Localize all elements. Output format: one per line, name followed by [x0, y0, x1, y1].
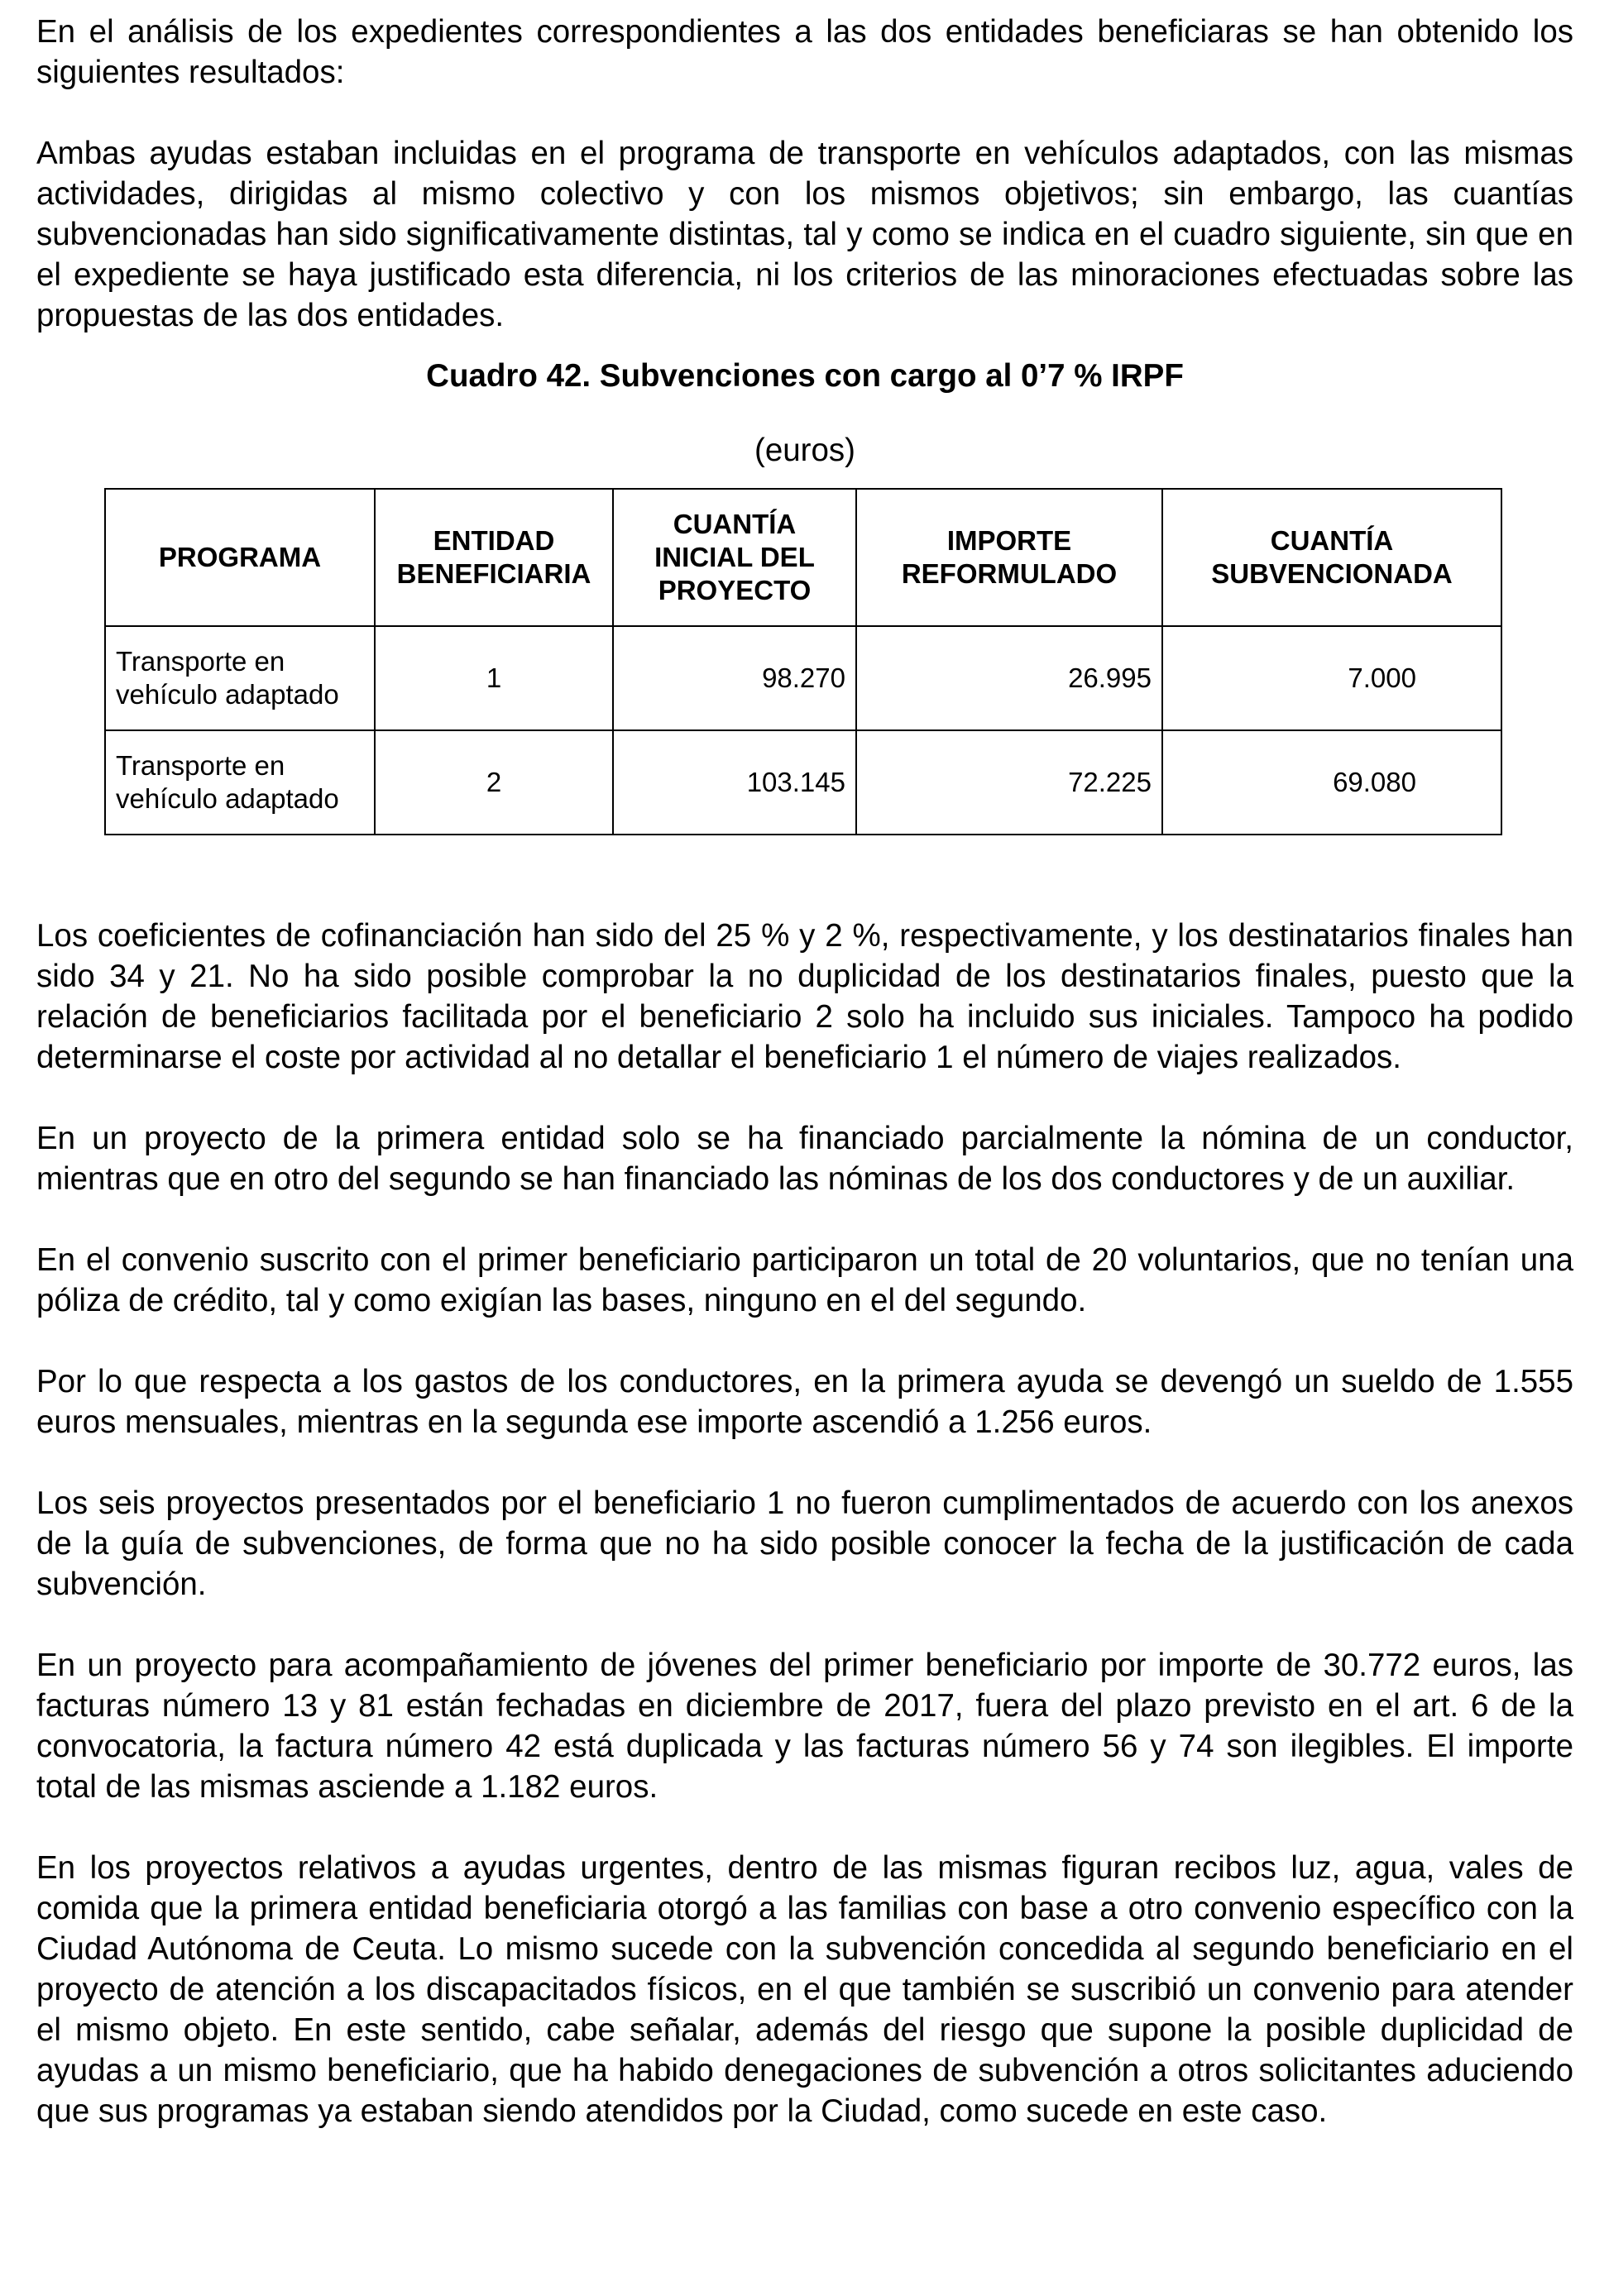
header-programa: PROGRAMA — [105, 489, 375, 626]
paragraph-coeficientes: Los coeficientes de cofinanciación han sido del 25 % y 2 %, respectivamente, y los destinatarios finales han sido 34 y 21. No ha sido posible comprobar la no duplicidad de los destinatarios finales, puesto que la relación de beneficiarios facilitada por el beneficiario 2 solo ha incluido sus iniciales. Tampoco ha podido determinarse el coste por actividad al no detallar el beneficiario 1 el número de viajes realizados. — [36, 918, 1573, 1075]
paragraph-ayudas-urgentes: En los proyectos relativos a ayudas urgentes, dentro de las mismas figuran recibos luz, agua, vales de comida que la primera entidad beneficiaria otorgó a las familias con base a otro convenio específico con la Ciudad Autónoma de Ceuta. Lo mismo sucede con la subvención concedida al segundo beneficiario en el proyecto de atención a los discapacitados físicos, en el que también se suscribió un convenio para atender el mismo objeto. En este sentido, cabe señalar, además del riesgo que supone la posible duplicidad de ayudas a un mismo beneficiario, que ha habido denegaciones de subvención a otros solicitantes aduciendo que sus programas ya estaban siendo atendidos por la Ciudad, como sucede en este caso. — [36, 1850, 1573, 2129]
cell-importe-reformulado: 26.995 — [856, 626, 1162, 730]
document-page — [36, 12, 1573, 2131]
cell-programa: Transporte en vehículo adaptado — [105, 626, 375, 730]
paragraph-voluntarios: En el convenio suscrito con el primer beneficiario participaron un total de 20 voluntarios, que no tenían una póliza de crédito, tal y como exigían las bases, ninguno en el del segundo. — [36, 1242, 1573, 1318]
table-header-row — [105, 489, 1501, 626]
paragraph-proyectos-anexos: Los seis proyectos presentados por el beneficiario 1 no fueron cumplimentados de acuerdo con los anexos de la guía de subvenciones, de forma que no ha sido posible conocer la fecha de la justificación de cada subvención. — [36, 1485, 1573, 1602]
cell-importe-reformulado: 72.225 — [856, 730, 1162, 835]
header-cuantia-inicial: CUANTÍA INICIAL DEL PROYECTO — [613, 489, 856, 626]
cell-entidad: 1 — [375, 626, 613, 730]
cell-cuantia-inicial: 98.270 — [613, 626, 856, 730]
table-caption: Cuadro 42. Subvenciones con cargo al 0’7 % IRPF — [426, 358, 1184, 394]
cell-programa: Transporte en vehículo adaptado — [105, 730, 375, 835]
cell-cuantia-inicial: 103.145 — [613, 730, 856, 835]
cell-entidad: 2 — [375, 730, 613, 835]
table-row — [105, 626, 1501, 730]
paragraph-nominas: En un proyecto de la primera entidad solo se ha financiado parcialmente la nómina de un conductor, mientras que en otro del segundo se han financiado las nóminas de los dos conductores y de un auxiliar. — [36, 1121, 1573, 1197]
subvenciones-table — [104, 488, 1502, 835]
table-row — [105, 730, 1501, 835]
header-importe-reformulado: IMPORTE REFORMULADO — [856, 489, 1162, 626]
table-units: (euros) — [754, 433, 855, 468]
paragraph-facturas: En un proyecto para acompañamiento de jóvenes del primer beneficiario por importe de 30.772 euros, las facturas número 13 y 81 están fechadas en diciembre de 2017, fuera del plazo previsto en el art. 6 de la convocatoria, la factura número 42 está duplicada y las facturas número 56 y 74 son ilegibles. El importe total de las mismas asciende a 1.182 euros. — [36, 1648, 1573, 1805]
cell-cuantia-subvencionada: 7.000 — [1162, 626, 1501, 730]
header-cuantia-subvencionada: CUANTÍA SUBVENCIONADA — [1162, 489, 1501, 626]
paragraph-ayudas-programa: Ambas ayudas estaban incluidas en el programa de transporte en vehículos adaptados, con las mismas actividades, dirigidas al mismo colectivo y con los mismos objetivos; sin embargo, las cuantías subvencionadas han sido significativamente distintas, tal y como se indica en el cuadro siguiente, sin que en el expediente se haya justificado esta diferencia, ni los criterios de las minoraciones efectuadas sobre las propuestas de las dos entidades. — [36, 136, 1573, 333]
cell-cuantia-subvencionada: 69.080 — [1162, 730, 1501, 835]
paragraph-sueldos: Por lo que respecta a los gastos de los conductores, en la primera ayuda se devengó un sueldo de 1.555 euros mensuales, mientras en la segunda ese importe ascendió a 1.256 euros. — [36, 1364, 1573, 1440]
paragraph-intro-results: En el análisis de los expedientes correspondientes a las dos entidades beneficiaras se han obtenido los siguientes resultados: — [36, 14, 1573, 90]
header-entidad-beneficiaria: ENTIDAD BENEFICIARIA — [375, 489, 613, 626]
